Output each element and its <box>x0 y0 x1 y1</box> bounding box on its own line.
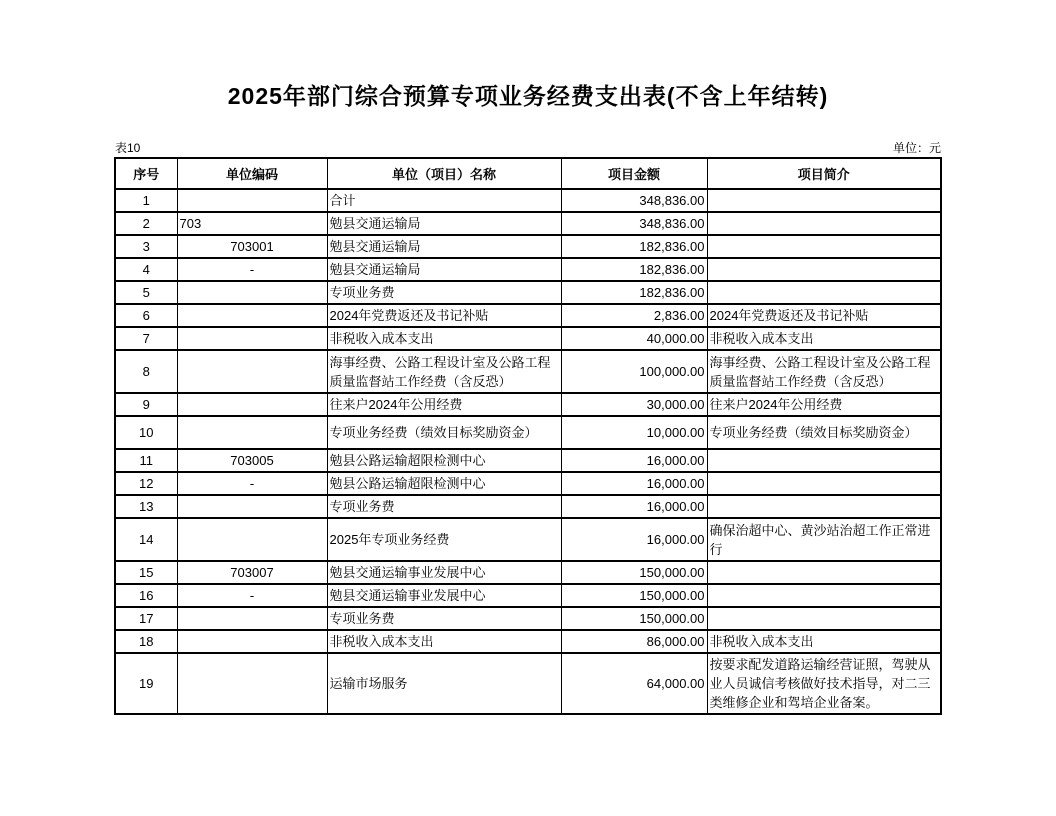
cell-amount: 100,000.00 <box>561 350 707 393</box>
table-row <box>115 416 941 449</box>
cell-remark: 海事经费、公路工程设计室及公路工程质量监督站工作经费（含反恐） <box>707 350 941 393</box>
cell-amount: 150,000.00 <box>561 584 707 607</box>
cell-remark: 按要求配发道路运输经营证照，驾驶从业人员诚信考核做好技术指导，对二三类维修企业和驾培企业备案。 <box>707 653 941 714</box>
cell-name: 海事经费、公路工程设计室及公路工程质量监督站工作经费（含反恐） <box>327 350 561 393</box>
cell-unit-code: - <box>177 258 327 281</box>
cell-unit-code <box>177 281 327 304</box>
header-row <box>115 158 941 189</box>
cell-remark: 往来户2024年公用经费 <box>707 393 941 416</box>
cell-name: 2025年专项业务经费 <box>327 518 561 561</box>
cell-amount: 64,000.00 <box>561 653 707 714</box>
header-remark: 项目简介 <box>707 158 941 189</box>
cell-index: 19 <box>115 653 177 714</box>
cell-name: 勉县交通运输事业发展中心 <box>327 584 561 607</box>
cell-remark: 专项业务经费（绩效目标奖励资金） <box>707 416 941 449</box>
cell-remark <box>707 472 941 495</box>
cell-remark <box>707 258 941 281</box>
table-row <box>115 281 941 304</box>
cell-remark <box>707 189 941 212</box>
cell-name: 专项业务费 <box>327 607 561 630</box>
cell-remark <box>707 561 941 584</box>
cell-index: 13 <box>115 495 177 518</box>
cell-unit-code: 703001 <box>177 235 327 258</box>
cell-amount: 16,000.00 <box>561 449 707 472</box>
table-row <box>115 350 941 393</box>
cell-index: 2 <box>115 212 177 235</box>
cell-unit-code <box>177 630 327 653</box>
cell-remark: 确保治超中心、黄沙站治超工作正常进行 <box>707 518 941 561</box>
cell-index: 12 <box>115 472 177 495</box>
cell-name: 非税收入成本支出 <box>327 630 561 653</box>
cell-remark <box>707 281 941 304</box>
cell-name: 往来户2024年公用经费 <box>327 393 561 416</box>
cell-name: 勉县交通运输局 <box>327 212 561 235</box>
cell-index: 8 <box>115 350 177 393</box>
cell-remark <box>707 495 941 518</box>
cell-unit-code: 703007 <box>177 561 327 584</box>
cell-name: 专项业务费 <box>327 281 561 304</box>
cell-name: 专项业务费 <box>327 495 561 518</box>
table-row <box>115 584 941 607</box>
cell-unit-code <box>177 495 327 518</box>
cell-name: 2024年党费返还及书记补贴 <box>327 304 561 327</box>
cell-index: 1 <box>115 189 177 212</box>
cell-index: 6 <box>115 304 177 327</box>
cell-amount: 150,000.00 <box>561 561 707 584</box>
cell-amount: 10,000.00 <box>561 416 707 449</box>
header-name: 单位（项目）名称 <box>327 158 561 189</box>
table-row <box>115 393 941 416</box>
table-row <box>115 449 941 472</box>
cell-unit-code: 703005 <box>177 449 327 472</box>
cell-amount: 182,836.00 <box>561 235 707 258</box>
cell-unit-code <box>177 607 327 630</box>
cell-index: 4 <box>115 258 177 281</box>
cell-amount: 16,000.00 <box>561 472 707 495</box>
cell-index: 15 <box>115 561 177 584</box>
table-row <box>115 495 941 518</box>
cell-unit-code <box>177 327 327 350</box>
table-row <box>115 653 941 714</box>
cell-amount: 182,836.00 <box>561 258 707 281</box>
header-index: 序号 <box>115 158 177 189</box>
cell-unit-code <box>177 393 327 416</box>
cell-remark <box>707 235 941 258</box>
table-row <box>115 212 941 235</box>
cell-index: 11 <box>115 449 177 472</box>
cell-name: 勉县公路运输超限检测中心 <box>327 472 561 495</box>
cell-amount: 348,836.00 <box>561 189 707 212</box>
cell-amount: 16,000.00 <box>561 518 707 561</box>
cell-unit-code: 703 <box>177 212 327 235</box>
cell-remark <box>707 212 941 235</box>
cell-name: 合计 <box>327 189 561 212</box>
cell-index: 3 <box>115 235 177 258</box>
cell-name: 专项业务经费（绩效目标奖励资金） <box>327 416 561 449</box>
budget-table <box>114 157 942 715</box>
cell-index: 5 <box>115 281 177 304</box>
cell-name: 勉县交通运输事业发展中心 <box>327 561 561 584</box>
table-row <box>115 235 941 258</box>
cell-remark: 非税收入成本支出 <box>707 327 941 350</box>
table-row <box>115 518 941 561</box>
cell-index: 7 <box>115 327 177 350</box>
cell-amount: 150,000.00 <box>561 607 707 630</box>
cell-unit-code <box>177 350 327 393</box>
cell-remark <box>707 607 941 630</box>
table-row <box>115 472 941 495</box>
cell-name: 非税收入成本支出 <box>327 327 561 350</box>
table-number-label: 表10 <box>115 141 141 155</box>
cell-name: 勉县公路运输超限检测中心 <box>327 449 561 472</box>
cell-index: 9 <box>115 393 177 416</box>
cell-unit-code <box>177 304 327 327</box>
cell-amount: 40,000.00 <box>561 327 707 350</box>
unit-label: 单位：元 <box>892 141 941 155</box>
cell-name: 勉县交通运输局 <box>327 235 561 258</box>
header-amount: 项目金额 <box>561 158 707 189</box>
table-row <box>115 561 941 584</box>
cell-amount: 2,836.00 <box>561 304 707 327</box>
header-unit-code: 单位编码 <box>177 158 327 189</box>
cell-amount: 16,000.00 <box>561 495 707 518</box>
cell-index: 10 <box>115 416 177 449</box>
table-row <box>115 607 941 630</box>
cell-index: 16 <box>115 584 177 607</box>
cell-unit-code: - <box>177 584 327 607</box>
table-row <box>115 327 941 350</box>
cell-remark: 非税收入成本支出 <box>707 630 941 653</box>
cell-unit-code <box>177 518 327 561</box>
table-row <box>115 258 941 281</box>
cell-unit-code <box>177 189 327 212</box>
cell-name: 勉县交通运输局 <box>327 258 561 281</box>
cell-amount: 182,836.00 <box>561 281 707 304</box>
table-meta-row <box>115 141 941 155</box>
cell-index: 14 <box>115 518 177 561</box>
cell-name: 运输市场服务 <box>327 653 561 714</box>
table-row <box>115 189 941 212</box>
cell-index: 18 <box>115 630 177 653</box>
cell-unit-code <box>177 653 327 714</box>
cell-amount: 30,000.00 <box>561 393 707 416</box>
table-row <box>115 304 941 327</box>
cell-remark: 2024年党费返还及书记补贴 <box>707 304 941 327</box>
page-title: 2025年部门综合预算专项业务经费支出表(不含上年结转) <box>227 83 829 109</box>
cell-amount: 86,000.00 <box>561 630 707 653</box>
cell-amount: 348,836.00 <box>561 212 707 235</box>
cell-unit-code: - <box>177 472 327 495</box>
cell-index: 17 <box>115 607 177 630</box>
table-row <box>115 630 941 653</box>
cell-remark <box>707 449 941 472</box>
cell-remark <box>707 584 941 607</box>
cell-unit-code <box>177 416 327 449</box>
